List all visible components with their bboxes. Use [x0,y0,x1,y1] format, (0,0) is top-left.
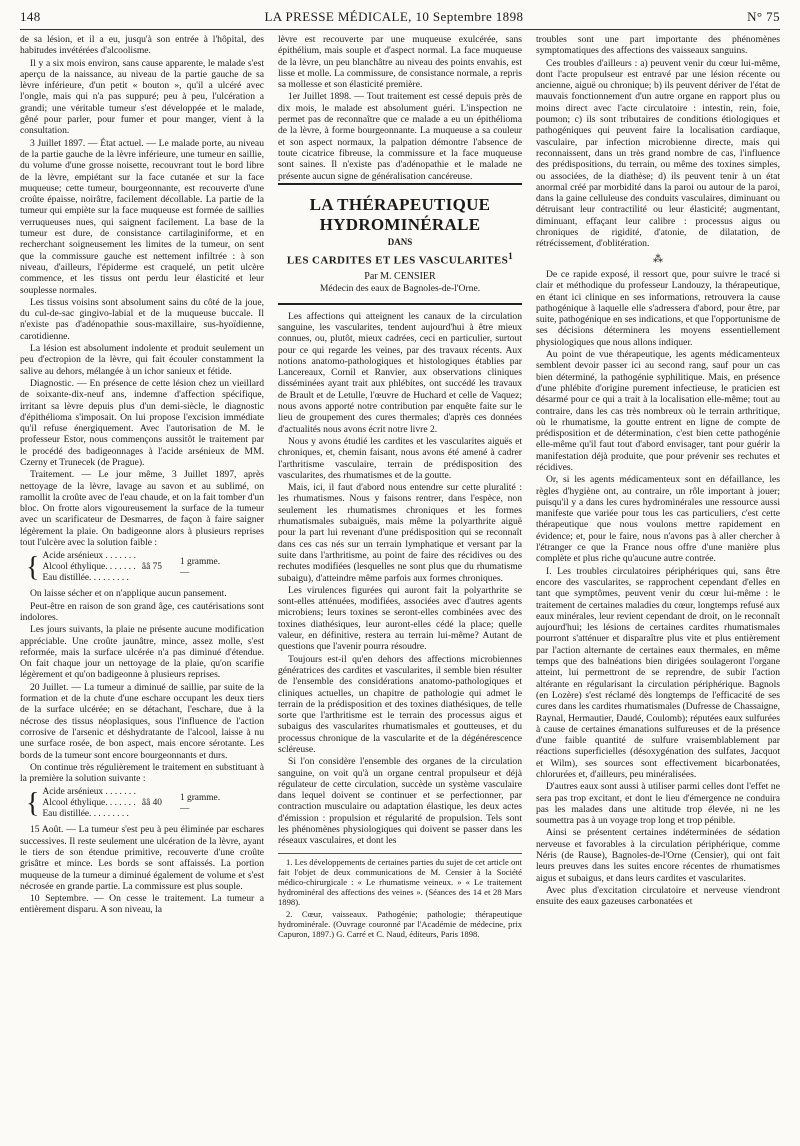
section-separator: ⁂ [653,253,663,265]
header-rule [20,29,780,30]
paragraph: Ainsi se présentent certaines indéterminées de sédation nerveuse et favorables à la circulation périphérique, comme Néris (de Rause), Bagnoles-de-l'Orne (Censier), qui ont fait leurs preuves dans les suites encore récentes de rhumatismes aigus et subaigus, et dans leurs cardites et vascularites. [536,827,780,884]
paragraph: lèvre est recouverte par une muqueuse exulcérée, sans épithélium, mais souple et d'aspect normal. La face muqueuse de la lèvre, un peu blanchâtre au niveau des points envahis, est lisse et molle. La commissure, de consistance normale, a repris sa mollesse et son élasticité première. [278,34,522,91]
paragraph: Avec plus d'excitation circulatoire et nerveuse viendront ensuite des eaux gazeuses carbonatées et [536,884,780,908]
page-header [20,6,780,28]
formula-strong-solution [26,787,264,820]
article-heading [278,183,522,305]
paragraph: Peut-être en raison de son grand âge, ces cautérisations sont indolores. [20,600,264,623]
journal-title: LA PRESSE MÉDICALE, 10 Septembre 1898 [264,9,524,24]
formula-row: Eau distillée. . . . . . . . . [42,573,129,584]
paragraph: Si l'on considère l'ensemble des organes de la circulation sanguine, on voit qu'à un organe central propulseur et déjà régulateur de cette circulation, succède un système vasculaire dans lequel doivent se continuer et se perfectionner, par contraction musculaire ou adaptation élastique, les deux actes d'émission : propulsion et régularité de propulsion. Tels sont les phénomènes physiologiques qui doivent se passer dans les réseaux vasculaires, et dont les [278,756,522,847]
page-number: 148 [20,9,41,24]
footnotes [278,853,522,940]
paragraph: Diagnostic. — En présence de cette lésion chez un vieillard de soixante-dix-neuf ans, indemne d'affection spécifique, irritant sa lèvre depuis plus d'un demi-siècle, le diagnostic d'épithélioma s'imposait. On lui propose l'excision immédiate qu'il refuse énergiquement. Avec l'autorisation de M. le professeur Estor, nous commençons aussitôt le traitement par le procédé des badigeonnages à l'acide arsénieux de MM. Czerny et Trunecek (de Prague). [20,377,264,468]
column-3 [536,34,780,1142]
article-title: LA THÉRAPEUTIQUE HYDROMINÉRALE [309,194,491,234]
formula-proportion: ââ 40 [141,798,162,809]
paragraph: Au point de vue thérapeutique, les agents médicamenteux semblent devoir passer ici au second rang, sauf pour un cas bien déterminé, la pathogénie syphilitique. Mais, en présence d'une phlébite d'origine purement infectieuse, le praticien est désarmé pour ce qui a trait à la localisation elle-même; tout au contraire, dans les cas très nombreux où le terrain arthritique, où le rhumatisme, la goutte entrent en ligne de compte de prédisposition et de détermination, c'est bien cette pathogénie elle-même qu'il faut tout d'abord envisager, tant pour guérir la manifestation déjà produite, que pour prévenir ses rechutes et récidives. [536,349,780,473]
paragraph: Traitement. — Le jour même, 3 Juillet 1897, après nettoyage de la lèvre, lavage au savon et au sublimé, on ramollit la croûte avec de l'eau chaude, et on la fait tomber d'un bloc. On frotte alors vigoureusement la surface de la tumeur avec un scarificateur de Desmarres, de façon à faire saigner légèrement la plaie. On badigeonne alors à plusieurs reprises tout l'ulcère avec la solution faible : [20,469,264,549]
paragraph: On continue très régulièrement le traitement en substituant à la première la solution suivante : [20,761,264,785]
footnote-mark: 1 [508,251,514,262]
article-subtitle-connector: DANS [387,236,413,247]
paragraph: Mais, ici, il faut d'abord nous entendre sur cette pluralité : les rhumatismes. Nous y faisons rentrer, dans l'espèce, non seulement les rhumatismes chroniques et les formes rhumatismales subaiguës, mais même la polyarthrite aiguë pour la part lui revenant d'une prédisposition qui se reconnaît dans ces cas nés sur un terrain lymphatique et versant par la suite dans l'arthritisme, au point de faire des récidives ou des rechutes modifiées (lesquelles ne sont plus que du rhumatisme subaigu), d'atteindre même parfois aux formes chroniques. [278,482,522,584]
issue-number: N° 75 [747,9,780,24]
paragraph: de sa lésion, et il a eu, jusqu'à son entrée à l'hôpital, des habitudes invétérées d'alcoolisme. [20,34,264,57]
paragraph: Les tissus voisins sont absolument sains du côté de la joue, du cul-de-sac gingivo-labial et de la muqueuse buccale. Il n'existe pas d'adénopathie sous-maxillaire, sus-hyoïdienne, carotidienne. [20,296,264,342]
paragraph: 10 Septembre. — On cesse le traitement. La tumeur a entièrement disparu. A son niveau, la [20,893,264,916]
paragraph: Les virulences figurées qui auront fait la polyarthrite se sont-elles atténuées, modifiées, associées avec d'autres agents microbiens; leurs toxines se seront-elles combinées avec des toxines diathésiques, leur auront-elles cédé la place; quelle valeur, en définitive, restera au terrain lui-même? Autant de questions que l'avenir pourra résoudre. [278,584,522,653]
formula-row: Acide arsénieux . . . . . . . [42,787,136,798]
formula-weak-solution [26,551,264,584]
formula-row: Eau distillée. . . . . . . . . [42,809,129,820]
text-columns [20,34,780,1142]
article-affiliation: Médecin des eaux de Bagnoles-de-l'Orne. [319,283,481,295]
paragraph: Les jours suivants, la plaie ne présente aucune modification appréciable. Une croûte jaunâtre, mince, assez molle, s'est reformée, mais la surface ulcérée n'a pas diminué d'étendue. On fait chaque jour un nettoyage de la plaie, qu'on scarifie légèrement et qu'on badigeonne à plusieurs reprises. [20,624,264,681]
paragraph: De ce rapide exposé, il ressort que, pour suivre le tracé si clair et méthodique du professeur Landouzy, la thérapeutique, en étant ici clinique en ses informations, retrouvera la cause pathogénique à laquelle elle s'adressera d'abord, pour être, par suite, pathogénique en ses indications, et que l'opportunisme de ses décisions déterminera les moyens essentiellement physiologiques que nous allons indiquer. [536,268,780,348]
paragraph: 3 Juillet 1897. — État actuel. — Le malade porte, au niveau de la partie gauche de la lèvre inférieure, une tumeur en saillie, du volume d'une grosse noisette, recouvrant tout le bord libre de la lèvre, empiétant sur la face cutanée et sur la face muqueuse; cette tumeur, bourgeonnante, est recouverte d'une croûte épaisse, noirâtre, facilement décollable. La partie de la tumeur qui empiète sur la face muqueuse est formée de saillies verruqueuses nues, qui saignent facilement. La base de la tumeur est dure, de consistance cartilaginiforme, et en recherchant soigneusement les limites de la tumeur, on sent que la commissure gauche est nettement infiltrée : à son niveau, d'ailleurs, l'épiderme est craquelé, un petit ulcère commence, et les tissus ont perdu leur élasticité et leur souplesse normales. [20,137,264,296]
formula-quantity: — [179,567,190,578]
paragraph: troubles sont une part importante des phénomènes symptomatiques des affections des vaisseaux sanguins. [536,34,780,57]
paragraph: 15 Août. — La tumeur s'est peu à peu éliminée par eschares successives. Il reste seulement une ulcération de la lèvre, ayant le tiers de son étendue primitive, recouverte d'une croûte grisâtre et mince. Les bords se sont affaissés. La portion muqueuse de la tumeur a diminué également de volume et s'est nécrosée en grande partie. La commissure est plus souple. [20,824,264,892]
formula-quantity: 1 gramme. [179,792,221,803]
paragraph: Il y a six mois environ, sans cause apparente, le malade s'est aperçu de la naissance, au niveau de la partie gauche de sa lèvre inférieure, d'un petit « bouton », qu'il a ulcéré avec l'ongle, mais qui n'a pas suppuré; peu à peu, l'ulcération a grandi; une véritable tumeur s'est développée et le malade, gêné pour parler, pour fumer et pour manger, vient à la consultation. [20,57,264,137]
paragraph: Ces troubles d'ailleurs : a) peuvent venir du cœur lui-même, dont l'acte propulseur est entravé par une lésion récente ou ancienne, aiguë ou chronique; b) ils peuvent dériver de l'état de mauvais fonctionnement d'un autre organe en rapport plus ou moins direct avec l'acte circulatoire : intestin, rein, foie, poumon; c) ils sont tributaires de conditions étiologiques et pathogéniques qui peuvent faire la localisation cardiaque, vasculaire, par infection microbienne directe, mais qui reconnaissent, dans un très grand nombre de cas, l'influence des prédispositions, du terrain, ou même des toxines simples, ou associées, de la diathèse; d) ils peuvent tenir à un état anormal créé par morbidité dans la paroi ou autour de la paroi, dans la gaine celluleuse des conduits vasculaires, diminuant ou détruisant leur contractilité ou leur élasticité; augmentant, diminuant, effaçant leur calibre : processus aigus ou chroniques de rigidité, d'atonie, de dilatation, de rétrécissement, d'oblitération. [536,57,780,250]
formula-proportion: ââ 75 [141,562,162,573]
article-author: Par M. CENSIER [364,271,436,283]
paragraph: Nous y avons étudié les cardites et les vascularites aiguës et chroniques, et, chemin faisant, nous avons été amené à cadrer l'arthritisme vasculaire, terrain de prédisposition des vascularites, des rhumatismes et de la goutte. [278,435,522,481]
column-2 [278,34,522,1142]
formula-quantity: — [179,803,190,814]
formula-brace: { [26,551,40,583]
formula-quantity: 1 gramme. [179,556,221,567]
formula-row: Acide arsénieux . . . . . . . [42,551,136,562]
paragraph: Les affections qui atteignent les canaux de la circulation sanguine, les vascularites, tendent aujourd'hui à être mieux connues, ou, plutôt, mieux cadrées, ceci en particulier, surtout pour ce qui regarde les veines, par des travaux récents. Aux notions anatomo-pathologiques et histologiques établies par Lancereaux, Cornil et Ranvier, aux observations cliniques disséminées ayant trait aux phlébites, ont succédé les travaux de Brault et de Letulle, l'œuvre de Huchard et celle de Vaquez; nous avons apporté notre contribution par enquête faite sur le lieu de groupement des cures thermales; d'après ces données d'actualités nous avons écrit notre livre 2. [278,310,522,435]
column-1 [20,34,264,1142]
paragraph: 20 Juillet. — La tumeur a diminué de saillie, par suite de la formation et de la chute d'une eschare occupant les deux tiers de la surface ulcérée; en se détachant, l'eschare, due à la nécrose des tissus néoplasiques, sous l'influence de l'action corrosive de l'arsenic et déshydratante de l'alcool, laisse à nu une surface rosée, de bon aspect, mais encore sérotante. Les bords de la tumeur sont encore bourgeonnants et durs. [20,681,264,761]
paragraph: Or, si les agents médicamenteux sont en défaillance, les règles d'hygiène ont, au contraire, un rôle important à jouer; puisqu'il y a dans les cures hydrominérales une ressource aussi manifeste que variée pour tous les cas particuliers, c'est cette thérapeutique que nous voulons mettre rapidement en évidence; et, pour le faire, nous n'avons pas à aller chercher à l'étranger ce que la France nous offre d'une manière plus complète et plus riche qu'aucune autre contrée. [536,474,780,565]
paragraph: I. Les troubles circulatoires périphériques qui, sans être encore des vascularites, se rapprochent cependant d'elles en tant que symptômes, peuvent venir du cœur lui-même : le traitement de certaines maladies du cœur, longtemps refusé aux eaux minérales, leur revient cependant de droit, on le reconnaît aujourd'hui; les lésions de certaines cardites rhumatismales pourront s'atténuer et disparaître plus vite et plus entièrement par l'action alternante de certaines eaux thermales, en même temps que des balnéations bien dirigées soulageront l'organe atteint, lui permettront de se reprendre, de subir l'action altérante en régularisant la circulation périphérique. Bagnols (en Lozère) s'est réclamé dès longtemps de l'efficacité de ses cures dans les cardites rhumatismales (Dufresse de Chassaigne, Raynal, Hermautier, Daudé, Coulomb); réputées eaux sulfurées à cause de certaines émanations sulfureuses et de la présence d'une faible quantité de sulfure vraisemblablement par réactions superficielles (désoxygénation des sulfates, Jacquot et Wilm), ses sources sont effectivement bicarbonatées, chlorurées et, d'ailleurs, peu minéralisées. [536,565,780,780]
paragraph: D'autres eaux sont aussi à utiliser parmi celles dont l'effet ne sera pas trop excitant, et dont le lieu d'émergence ne conduira pas les malades dans une altitude trop élevée, ni ne les soumettra pas à un voyage trop long et trop pénible. [536,781,780,827]
paragraph: Toujours est-il qu'en dehors des affections microbiennes génératrices des cardites et vascularites, il semble bien résulter de l'ensemble des considérations anatomo-pathologiques et cliniques actuelles, un chapitre de pathologie qui admet le terrain de la prédisposition et des toxines diathésiques, de telle sorte que l'arthritisme est le terrain des processus aigus et subaigus des vascularites rhumatismales et goutteuses, et du processus chronique de la vascularite et de la dégénérescence scléreuse. [278,653,522,755]
footnote: 1. Les développements de certaines parties du sujet de cet article ont fait l'objet de deux communications de M. Censier à la Société médico-chirurgicale : « Le rhumatisme veineux. » « Le traitement hydrominéral des affections des veines ». (Séances des 14 et 28 Mars 1898). [278,856,522,908]
footnote: 2. Cœur, vaisseaux. Pathogénie; pathologie; thérapeutique hydrominérale. (Ouvrage couronné par l'Académie de médecine, prix Capuron, 1897.) G. Carré et C. Naud, éditeurs, Paris 1898. [278,908,522,940]
formula-brace: { [26,787,40,819]
paragraph: 1er Juillet 1898. — Tout traitement est cessé depuis près de dix mois, le malade est absolument guéri. L'inspection ne permet pas de reconnaître que ce malade a eu un épithélioma de la lèvre, à forme bourgeonnante. La muqueuse a sa couleur et son aspect normaux, la palpation démontre l'absence de toute cicatrice fibreuse, la commissure et la face muqueuse sont saines. Il n'existe pas d'adénopathie et le malade ne présente aucun signe de généralisation cancéreuse. [278,91,522,182]
formula-row: Alcool éthylique. . . . . . . [42,562,136,573]
article-subtitle: LES CARDITES ET LES VASCULARITES$^1$ [286,251,514,267]
paragraph: On laisse sécher et on n'applique aucun pansement. [30,588,227,600]
paragraph: La lésion est absolument indolente et produit seulement un peu d'ectropion de la lèvre, qui fait écouler constamment la salive au dehors, mélangée à un ichor sanieux et fétide. [20,343,264,377]
formula-row: Alcool éthylique. . . . . . . [42,798,136,809]
